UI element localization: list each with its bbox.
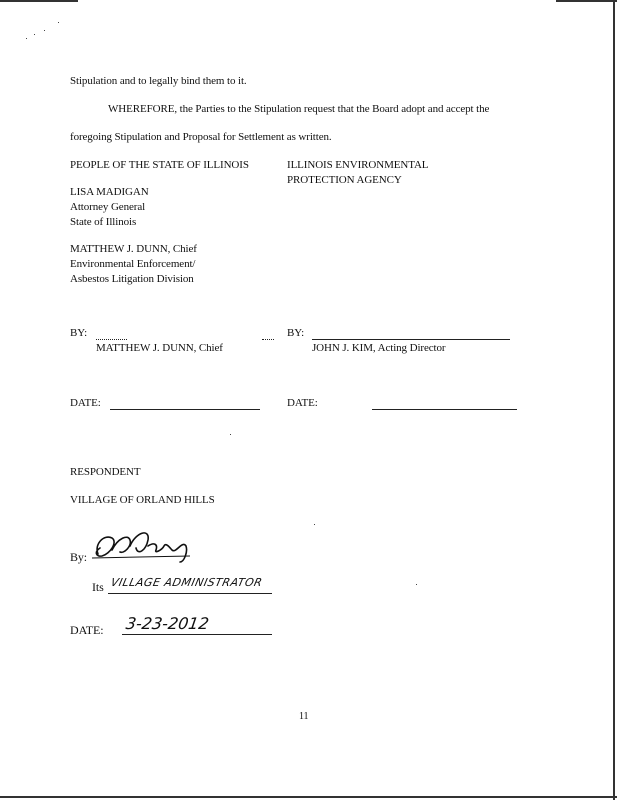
right-date-label: DATE: [287, 397, 318, 409]
respondent-by-label: By: [70, 550, 88, 564]
scan-speck [314, 524, 315, 525]
right-date-line [372, 409, 517, 410]
right-party-heading-1: ILLINOIS ENVIRONMENTAL [287, 159, 429, 171]
left-party-title1: Attorney General [70, 201, 146, 213]
right-by-label: BY: [287, 327, 305, 339]
scan-speck [230, 434, 231, 435]
left-date-line [110, 409, 260, 410]
body-line-3: foregoing Stipulation and Proposal for Settlement as written. [70, 131, 332, 143]
handwritten-signature [90, 526, 200, 566]
right-party-heading-2: PROTECTION AGENCY [287, 174, 402, 186]
scan-edge-top-right [556, 0, 617, 2]
right-by-name: JOHN J. KIM, Acting Director [312, 342, 446, 354]
scan-speck [34, 34, 35, 35]
page-number: 11 [299, 711, 309, 722]
left-party-div1: Environmental Enforcement/ [70, 258, 196, 270]
left-by-signature-line [96, 339, 127, 340]
left-party-name1: LISA MADIGAN [70, 186, 149, 198]
respondent-date-value: 3-23-2012 [124, 614, 211, 633]
scan-edge-right [613, 0, 615, 800]
respondent-name: VILLAGE OF ORLAND HILLS [70, 494, 215, 506]
left-by-label: BY: [70, 327, 88, 339]
scan-speck [58, 22, 59, 23]
respondent-heading: RESPONDENT [70, 466, 141, 478]
scan-edge-bottom [0, 796, 617, 798]
left-party-name2: MATTHEW J. DUNN, Chief [70, 243, 197, 255]
its-line [108, 593, 272, 594]
left-by-name: MATTHEW J. DUNN, Chief [96, 342, 223, 354]
respondent-its-label: Its [92, 580, 104, 594]
scan-speck [44, 30, 45, 31]
scan-edge-top-left [0, 0, 78, 2]
scan-speck [26, 38, 27, 39]
left-date-label: DATE: [70, 397, 101, 409]
respondent-date-label: DATE: [70, 623, 104, 637]
body-line-2: WHEREFORE, the Parties to the Stipulation request that the Board adopt and accept the [108, 103, 490, 115]
left-by-signature-line-end [262, 339, 274, 340]
respondent-date-line [122, 634, 272, 635]
left-party-div2: Asbestos Litigation Division [70, 273, 194, 285]
body-line-1: Stipulation and to legally bind them to it. [70, 75, 247, 87]
left-party-heading: PEOPLE OF THE STATE OF ILLINOIS [70, 159, 249, 171]
respondent-its-value: VILLAGE ADMINISTRATOR [109, 576, 264, 589]
right-by-signature-line [312, 339, 510, 340]
left-party-title2: State of Illinois [70, 216, 137, 228]
scan-speck [416, 584, 417, 585]
